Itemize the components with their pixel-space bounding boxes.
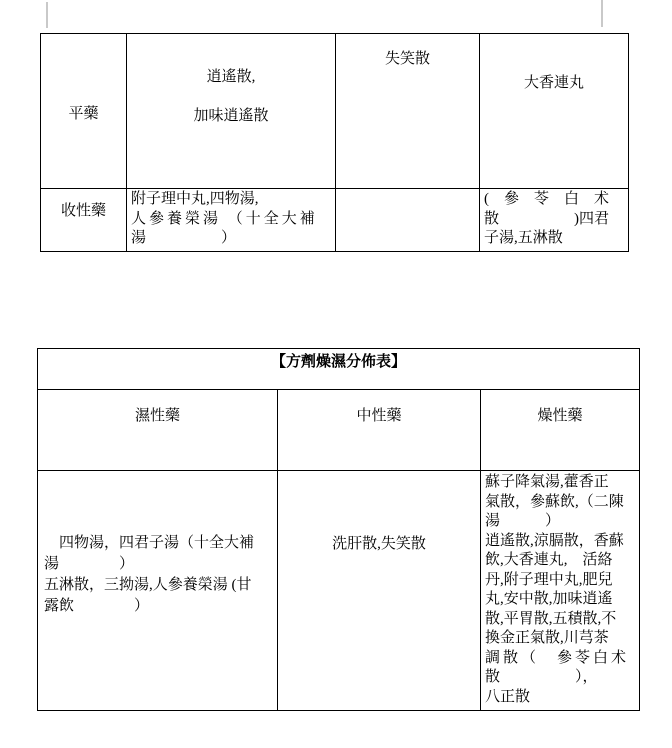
cell-shouxingyao-formulas — [127, 189, 336, 252]
cell-dry-formulas — [481, 471, 640, 711]
text-line: 散 ）， — [485, 669, 598, 685]
text-line: 子湯,五淋散 — [484, 230, 563, 246]
table-row — [38, 390, 640, 471]
table-dryness-dampness-distribution — [37, 348, 640, 711]
table-title: 【方劑燥濕分佈表】 — [38, 349, 640, 390]
text-line: 五淋散，三拗湯,人參養榮湯 (甘 — [44, 577, 252, 593]
row-label-shouxingyao: 收性藥 — [41, 189, 127, 252]
text-line: 露飲 ） — [44, 598, 150, 614]
text-line: 湯 ） — [485, 513, 561, 529]
text-line: 調散（ 參苓白术 — [485, 649, 630, 666]
page-margin-mark-right — [601, 0, 603, 27]
text-line: 丸,安中散,加味逍遙 — [485, 591, 613, 607]
table-row — [38, 349, 640, 390]
row-label-pingyao: 平藥 — [41, 34, 127, 189]
text-line: 氣散，參蘇飲,（二陳 — [485, 493, 624, 510]
table-row — [38, 471, 640, 711]
text-line: 飲,大香連丸, 活絡 — [485, 552, 613, 568]
text-line: ( 參 苓 白 术 — [484, 191, 609, 207]
text-line: 湯 ） — [131, 230, 237, 246]
text-line: 四物湯，四君子湯（十全大補 — [44, 535, 255, 551]
text-line: 散 )四君 — [484, 210, 609, 227]
text-line: 逍遙散,涼膈散，香蘇 — [485, 532, 624, 549]
text-line: 人參養榮湯 （十全大補 — [131, 210, 318, 227]
table-row — [41, 189, 629, 252]
text-line: 蘇子降氣湯,藿香正 — [485, 474, 609, 490]
header-neutral-medicine: 中性藥 — [278, 390, 481, 471]
text-line: 丹,附子理中丸,肥兒 — [485, 571, 613, 588]
header-damp-medicine: 濕性藥 — [38, 390, 278, 471]
text-line: 換金正氣散,川芎茶 — [485, 630, 609, 646]
cell-pingyao-shixiaosan: 失笑散 — [336, 34, 480, 189]
cell-neutral-formulas: 洗肝散,失笑散 — [278, 471, 481, 711]
cell-shouxingyao-shenlingbaizhusan — [480, 189, 629, 252]
cell-pingyao-daxianglianwan: 大香連丸 — [480, 34, 629, 189]
text-line: 八正散 — [485, 688, 531, 705]
page-margin-mark-left — [46, 2, 48, 28]
cell-shouxingyao-empty — [336, 189, 480, 252]
cell-damp-formulas — [38, 471, 278, 711]
text-line: 附子理中丸,四物湯, — [131, 191, 259, 207]
table-medicine-nature — [40, 33, 629, 252]
text-line: 湯 ） — [44, 556, 135, 572]
text-line: 逍遙散, — [206, 69, 256, 85]
text-line: 散,平胃散,五積散,不 — [485, 610, 617, 627]
header-dry-medicine: 燥性藥 — [481, 390, 640, 471]
cell-pingyao-xiaoyaosan — [127, 34, 336, 189]
text-line: 加味逍遙散 — [193, 108, 269, 124]
text-line — [127, 88, 335, 108]
table-row — [41, 34, 629, 189]
